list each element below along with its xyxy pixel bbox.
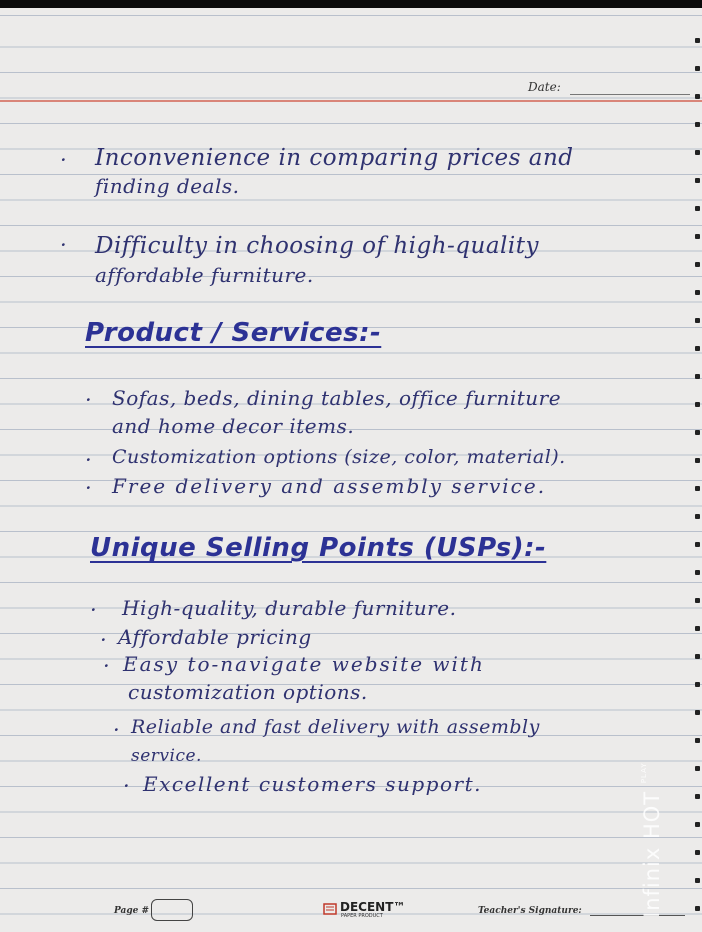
camera-watermark [640,762,664,918]
bullet-point: · [85,388,93,412]
top-border [0,0,702,8]
notebook-page [0,8,702,932]
bullet-line: Easy to-navigate website with [123,652,485,676]
watermark-sub: PLAY [640,762,648,784]
bullet-line: service. [131,746,202,766]
punch-holes [692,38,702,918]
brand-icon [323,902,337,916]
bullet-point: · [85,476,93,500]
page-number-box [151,899,193,921]
bullet-line: affordable furniture. [95,263,314,287]
date-line [570,94,690,95]
margin-line [0,100,702,102]
bullet-point: · [113,718,121,742]
teacher-signature-label: Teacher's Signature: [478,906,582,916]
brand-subtitle: PAPER PRODUCT [341,913,383,919]
teacher-signature-line [590,915,685,916]
bullet-line: Sofas, beds, dining tables, office furniture [112,386,562,410]
bullet-line: Customization options (size, color, material). [112,446,566,468]
brand-name: DECENT™ [340,900,406,914]
date-label: Date: [528,80,561,94]
bullet-point: · [100,628,108,652]
usps-heading: Unique Selling Points (USPs):- [90,533,547,563]
bullet-point: · [103,654,111,678]
bullet-line: Difficulty in choosing of high-quality [95,233,539,259]
bullet-line: High-quality, durable furniture. [122,596,457,620]
bullet-line: Free delivery and assembly service. [112,474,547,498]
bullet-line: Reliable and fast delivery with assembly [131,716,540,738]
bullet-point: · [60,148,68,172]
bullet-point: · [85,448,93,472]
bullet-line: Inconvenience in comparing prices and [95,145,574,171]
bullet-line: customization options. [128,680,368,704]
bullet-line: Affordable pricing [118,625,312,649]
watermark-text: Infinix HOT [640,790,664,918]
bullet-line: finding deals. [95,174,240,198]
bullet-line: and home decor items. [112,414,355,438]
bullet-point: · [123,774,131,798]
page-number-label: Page # [114,906,150,916]
bullet-point: · [60,233,68,257]
bullet-point: · [90,598,98,622]
bullet-line: Excellent customers support. [143,772,482,796]
products-heading: Product / Services:- [85,318,382,348]
